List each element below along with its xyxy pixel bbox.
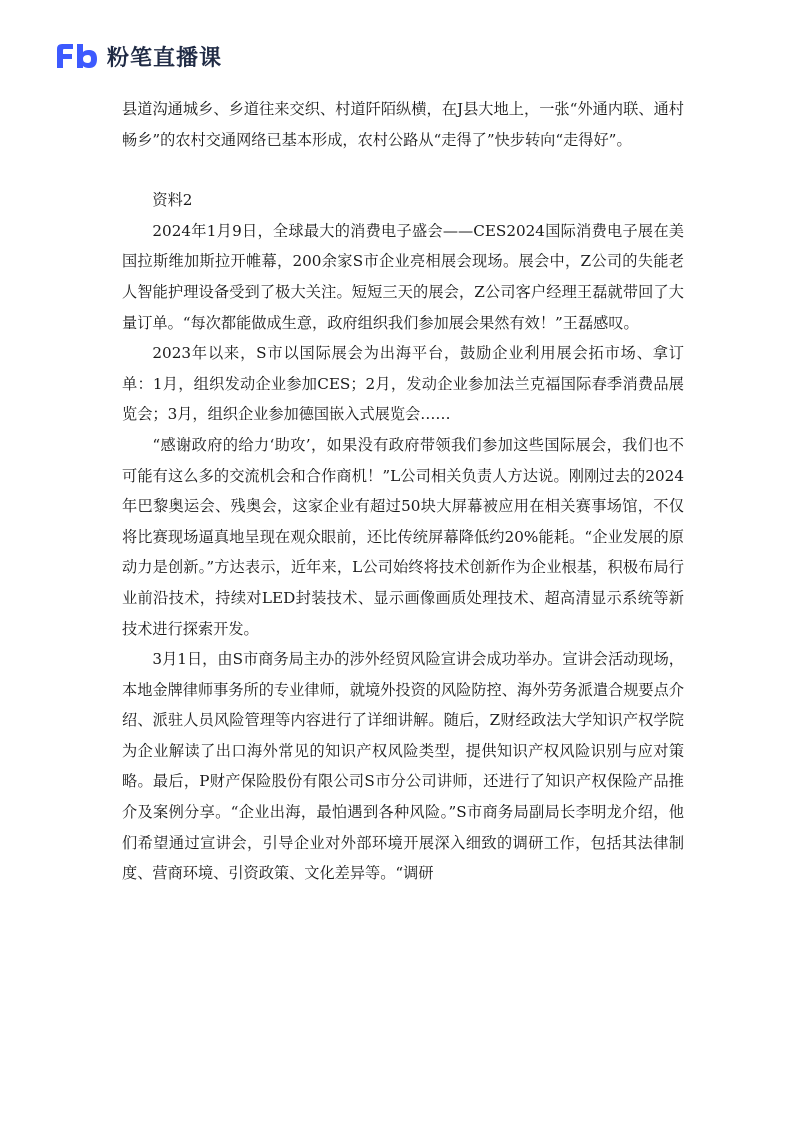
paragraph: 2023年以来，S市以国际展会为出海平台，鼓励企业利用展会拓市场、拿订单：1月，组织发动企业参加CES；2月，发动企业参加法兰克福国际春季消费品展览会；3月，组织企业参加德国嵌入式展览会…… — [122, 344, 684, 424]
section-label: 资料2 — [152, 191, 193, 210]
fenbi-logo-icon — [55, 41, 99, 71]
paragraph: 2024年1月9日，全球最大的消费电子盛会——CES2024国际消费电子展在美国拉斯维加斯拉开帷幕，200余家S市企业亮相展会现场。展会中，Z公司的失能老人智能护理设备受到了极大关注。短短三天的展会，Z公司客户经理王磊就带回了大量订单。“每次都能做成生意，政府组织我们参加展会果然有效！”王磊感叹。 — [122, 221, 684, 332]
document-body — [122, 94, 684, 889]
brand-name: 粉笔直播课 — [107, 45, 223, 71]
paragraph: 3月1日，由S市商务局主办的涉外经贸风险宣讲会成功举办。宣讲会活动现场，本地金牌律师事务所的专业律师，就境外投资的风险防控、海外劳务派遣合规要点介绍、派驻人员风险管理等内容进行了详细讲解。随后，Z财经政法大学知识产权学院为企业解读了出口海外常见的知识产权风险类型，提供知识产权风险识别与应对策略。最后，P财产保险股份有限公司S市分公司讲师，还进行了知识产权保险产品推介及案例分享。“企业出海，最怕遇到各种风险。”S市商务局副局长李明龙介绍，他们希望通过宣讲会，引导企业对外部环境开展深入细致的调研工作，包括其法律制度、营商环境、引资政策、文化差异等。“调研 — [122, 650, 684, 883]
page-header — [55, 40, 222, 72]
paragraph-continued: 县道沟通城乡、乡道往来交织、村道阡陌纵横，在J县大地上，一张“外通内联、通村畅乡”的农村交通网络已基本形成，农村公路从“走得了”快步转向“走得好”。 — [122, 100, 684, 149]
paragraph: “感谢政府的给力‘助攻’，如果没有政府带领我们参加这些国际展会，我们也不可能有这么多的交流机会和合作商机！”L公司相关负责人方达说。刚刚过去的2024年巴黎奥运会、残奥会，这家企业有超过50块大屏幕被应用在相关赛事场馆，不仅将比赛现场逼真地呈现在观众眼前，还比传统屏幕降低约20%能耗。“企业发展的原动力是创新。”方达表示，近年来，L公司始终将技术创新作为企业根基，积极布局行业前沿技术，持续对LED封装技术、显示画像画质处理技术、超高清显示系统等新技术进行探索开发。 — [122, 435, 684, 638]
